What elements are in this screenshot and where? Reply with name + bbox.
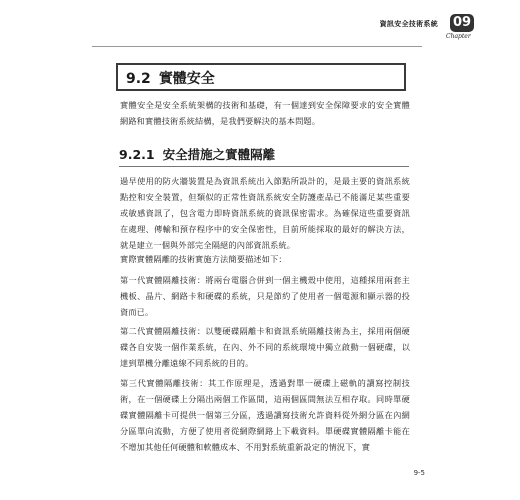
page-number: 9-5 <box>413 469 425 477</box>
section-number: 9.2 <box>126 71 151 87</box>
section-heading-box <box>116 63 406 91</box>
subsection-title: 安全措施之實體隔離 <box>162 147 276 162</box>
body-paragraph-5: 第三代實體隔離技術：其工作原理是，透過對單一硬碟上磁軌的讀寫控制技術，在一個硬碟上分隔出兩個工作區間，這兩個區間無法互相存取。同時單硬碟實體隔離卡可提供一個第三分區，透過讀寫技術允許資料從外網分區在內網分區單向流動，方便了使用者從網際網路上下載資料。單硬碟實體隔離卡能在不增加其他任何硬體和軟體成本、不用對系統重新設定的情況下，實 <box>120 378 410 452</box>
body-paragraph-1: 過早使用的防火牆裝置是為資訊系統出入節點所設計的，是最主要的資訊系統點控和安全裝置，但類似的正常性資訊系統安全防護產品已不能滿足某些重要或敏感資訊了，包含電力即時資訊系統的資訊保密需求。為確保這些重要資訊在處理、傳輸和預存程序中的安全保密性，目前所能採取的最好的解決方法，就是建立一個與外部完全隔絕的內部資訊系統。 <box>120 176 410 250</box>
subsection-number: 9.2.1 <box>119 147 155 162</box>
body-paragraph-4: 第二代實體隔離技術：以雙硬碟隔離卡和資訊系統隔離技術為主，採用兩個硬碟各自安裝一個作業系統，在內、外不同的系統環境中獨立啟動一個硬碟，以達到單機分離遠線不同系統的目的。 <box>120 326 410 368</box>
subsection-heading <box>119 145 275 163</box>
chapter-badge <box>442 13 480 41</box>
running-title: 資訊安全技術系統 <box>379 20 438 28</box>
chapter-number: 09 <box>450 14 474 32</box>
chapter-label: Chapter <box>446 33 471 40</box>
section-heading <box>126 68 215 88</box>
running-header <box>330 13 480 41</box>
subsection-rule <box>119 166 409 167</box>
intro-paragraph: 實體安全是安全系統架構的技術和基礎，有一個達到安全保障要求的安全實體網路和實體技術系統結構，是我們要解決的基本問題。 <box>120 100 410 126</box>
body-paragraph-2: 實際實體隔離的技術實施方法簡要描述如下： <box>120 254 287 264</box>
header-rule <box>92 46 422 47</box>
section-title: 實體安全 <box>158 71 215 87</box>
body-paragraph-3: 第一代實體隔離技術：將兩台電腦合併到一個主機殼中使用，這種採用兩套主機板、晶片、網路卡和硬碟的系統，只是節約了使用者一個電源和顯示器的投資而已。 <box>120 275 410 317</box>
